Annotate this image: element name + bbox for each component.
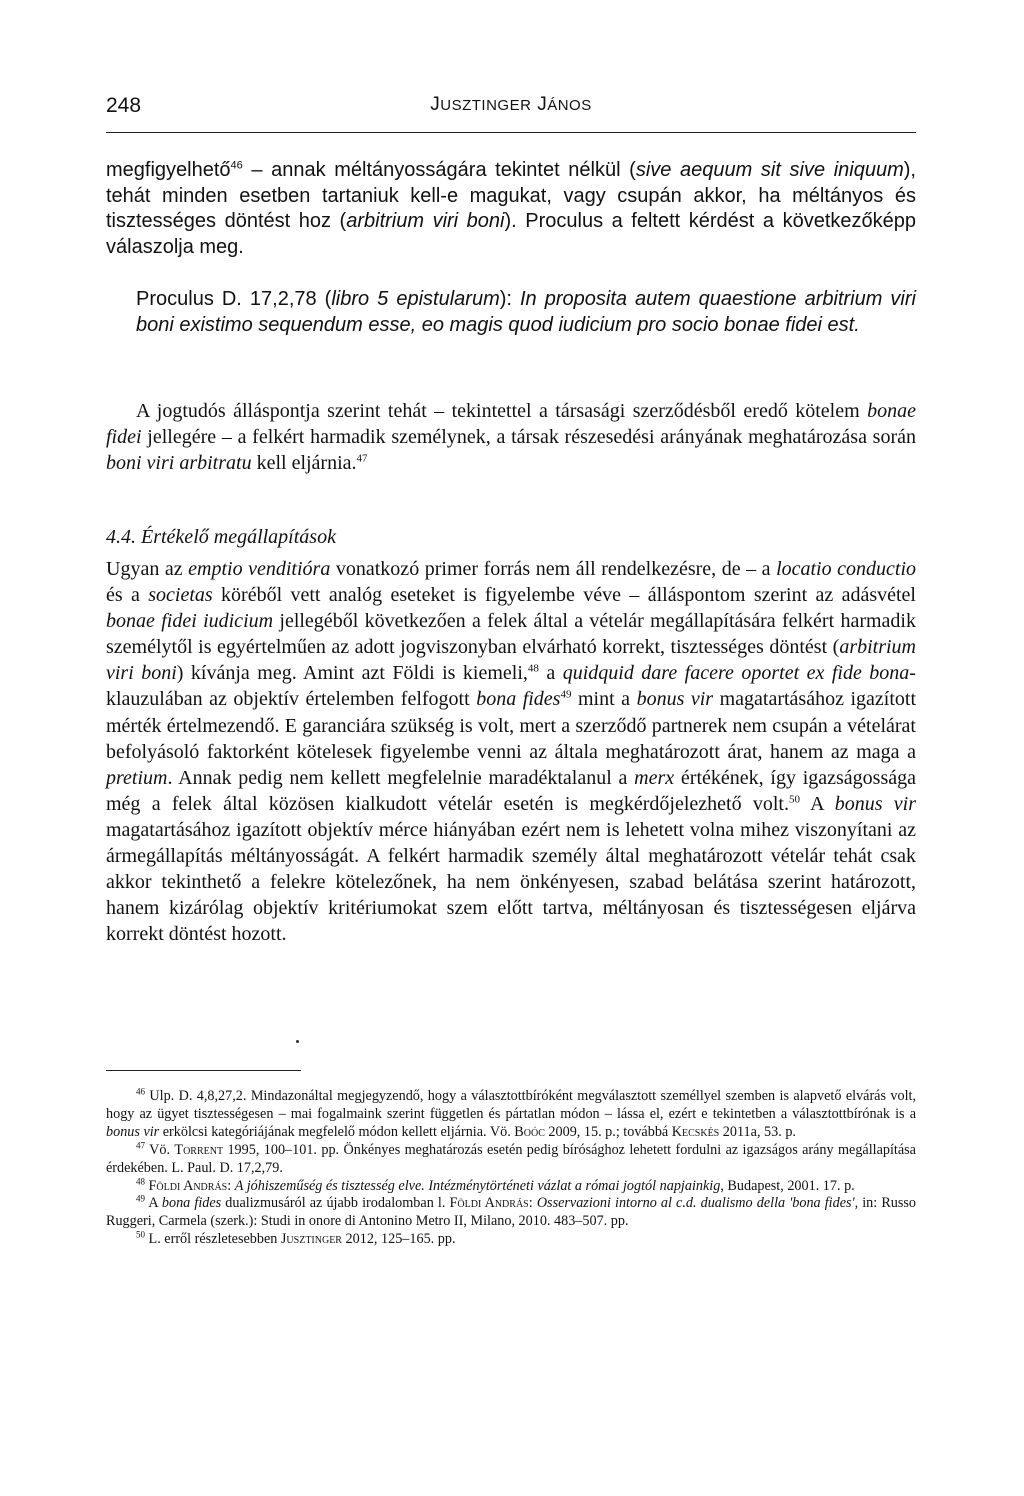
- header-rule: [106, 132, 916, 133]
- paragraph-1: megfigyelhető$^{46}$ – annak méltányosságára tekintet nélkül (sive aequum sit sive iniquum), tehát minden esetben tartaniuk kell-e magukat, vagy csupán akkor, ha méltányos és tisztességes döntést hoz (arbitrium viri boni). Proculus a feltett kérdést a következőképp válaszolja meg.: [106, 159, 916, 258]
- footnote-ref-49[interactable]: 49: [560, 688, 572, 701]
- stray-mark: [296, 1040, 299, 1043]
- footnote-46: $^{46}$ Ulp. D. 4,8,27,2. Mindazonáltal megjegyzendő, hogy a választottbíróként megválasztott személlyel szemben is alapvető elvárás volt, hogy az ügyet tisztességesen – mai fogalmaink szerint független és pártatlan módon – lássa el, ezért e tekintetben a választottbírónak is a bonus vir erkölcsi kategóriájának megfelelő módon kellett eljárnia. Vö. Boóc 2009, 15. p.; továbbá Kecskés 2011a, 53. p.: [106, 1086, 916, 1140]
- section-heading: 4.4. Értékelő megállapítások: [106, 526, 336, 548]
- footnote-ref-48[interactable]: 48: [527, 662, 539, 675]
- footnote-ref-46[interactable]: 46: [230, 159, 243, 172]
- page-number: 248: [106, 94, 142, 117]
- footnote-47: $^{47}$ Vö. Torrent 1995, 100–101. pp. Önkényes meghatározás esetén pedig bírósághoz lehetett fordulni az igazságos arány megállapítása érdekében. L. Paul. D. 17,2,79.: [106, 1139, 916, 1176]
- footnote-ref-50[interactable]: 50: [788, 793, 800, 806]
- block-quote: Proculus D. 17,2,78 (libro 5 epistularum): In proposita autem quaestione arbitrium viri boni existimo sequendum esse, eo magis quod iudicium pro socio bonae fidei est.: [136, 288, 916, 336]
- paragraph-2: A jogtudós álláspontja szerint tehát – tekintettel a társasági szerződésből eredő kötelem bonae fidei jellegére – a felkért harmadik személynek, a társak részesedési arányának meghatározása során boni viri arbitratu kell eljárnia.$^{47}$: [106, 400, 916, 474]
- footnote-rule: [106, 1070, 301, 1071]
- footnotes: [106, 1088, 916, 1249]
- running-head: JUSZTINGER JÁNOS: [430, 94, 592, 115]
- footnote-50: $^{50}$ L. erről részletesebben Jusztinger 2012, 125–165. pp.: [136, 1229, 456, 1248]
- page-header: [106, 88, 916, 128]
- paragraph-3: Ugyan az emptio venditióra vonatkozó primer forrás nem áll rendelkezésre, de – a locatio conductio és a societas köréből vett analóg eseteket is figyelembe véve – álláspontom szerint az adásvétel bonae fidei iudicium jellegéből következően a felek által a vételár megállapítására felkért harmadik személytől is egyértelműen az adott jogviszonyban elvárható korrekt, tisztességes döntést (arbitrium viri boni) kívánja meg. Amint azt Földi is kiemeli,$^{48}$ a quidquid dare facere oportet ex fide bona-klauzulában az objektív értelemben felfogott bona fides$^{49}$ mint a bonus vir magatartásához igazított mérték értelmezendő. E garanciára szükség is volt, mert a szerződő partnerek nem csupán a vételárat befolyásoló faktorként kötelesek figyelembe venni az általa meghatározott árat, hanem az maga a pretium. Annak pedig nem kellett megfelelnie maradéktalanul a merx értékének, így igazságossága még a felek által közösen kialkudott vételár esetén is megkérdőjelezhető volt.$^{50}$ A bonus vir magatartásához igazított objektív mérce hiányában ezért nem is lehetett volna mihez viszonyítani az ármegállapítás méltányosságát. A felkért harmadik személy által meghatározott vételár tehát csak akkor tekinthető a felekre kötelezőnek, ha nem önkényesen, szabad belátása szerint határozott, hanem kizárólag objektív kritériumokat szem előtt tartva, méltányosan és tisztességesen eljárva korrekt döntést hozott.: [106, 558, 917, 946]
- footnote-48: $^{48}$ Földi András: A jóhiszeműség és tisztesség elve. Intézménytörténeti vázlat a római jogtól napjainkig, Budapest, 2001. 17. p.: [136, 1175, 855, 1194]
- footnote-49: $^{49}$ A bona fides dualizmusáról az újabb irodalomban l. Földi András: Osservazioni intorno al c.d. dualismo della 'bona fides', in: Russo Ruggeri, Carmela (szerk.): Studi in onore di Antonino Metro II, Milano, 2010. 483–507. pp.: [106, 1193, 917, 1230]
- footnote-ref-47[interactable]: 47: [356, 452, 368, 465]
